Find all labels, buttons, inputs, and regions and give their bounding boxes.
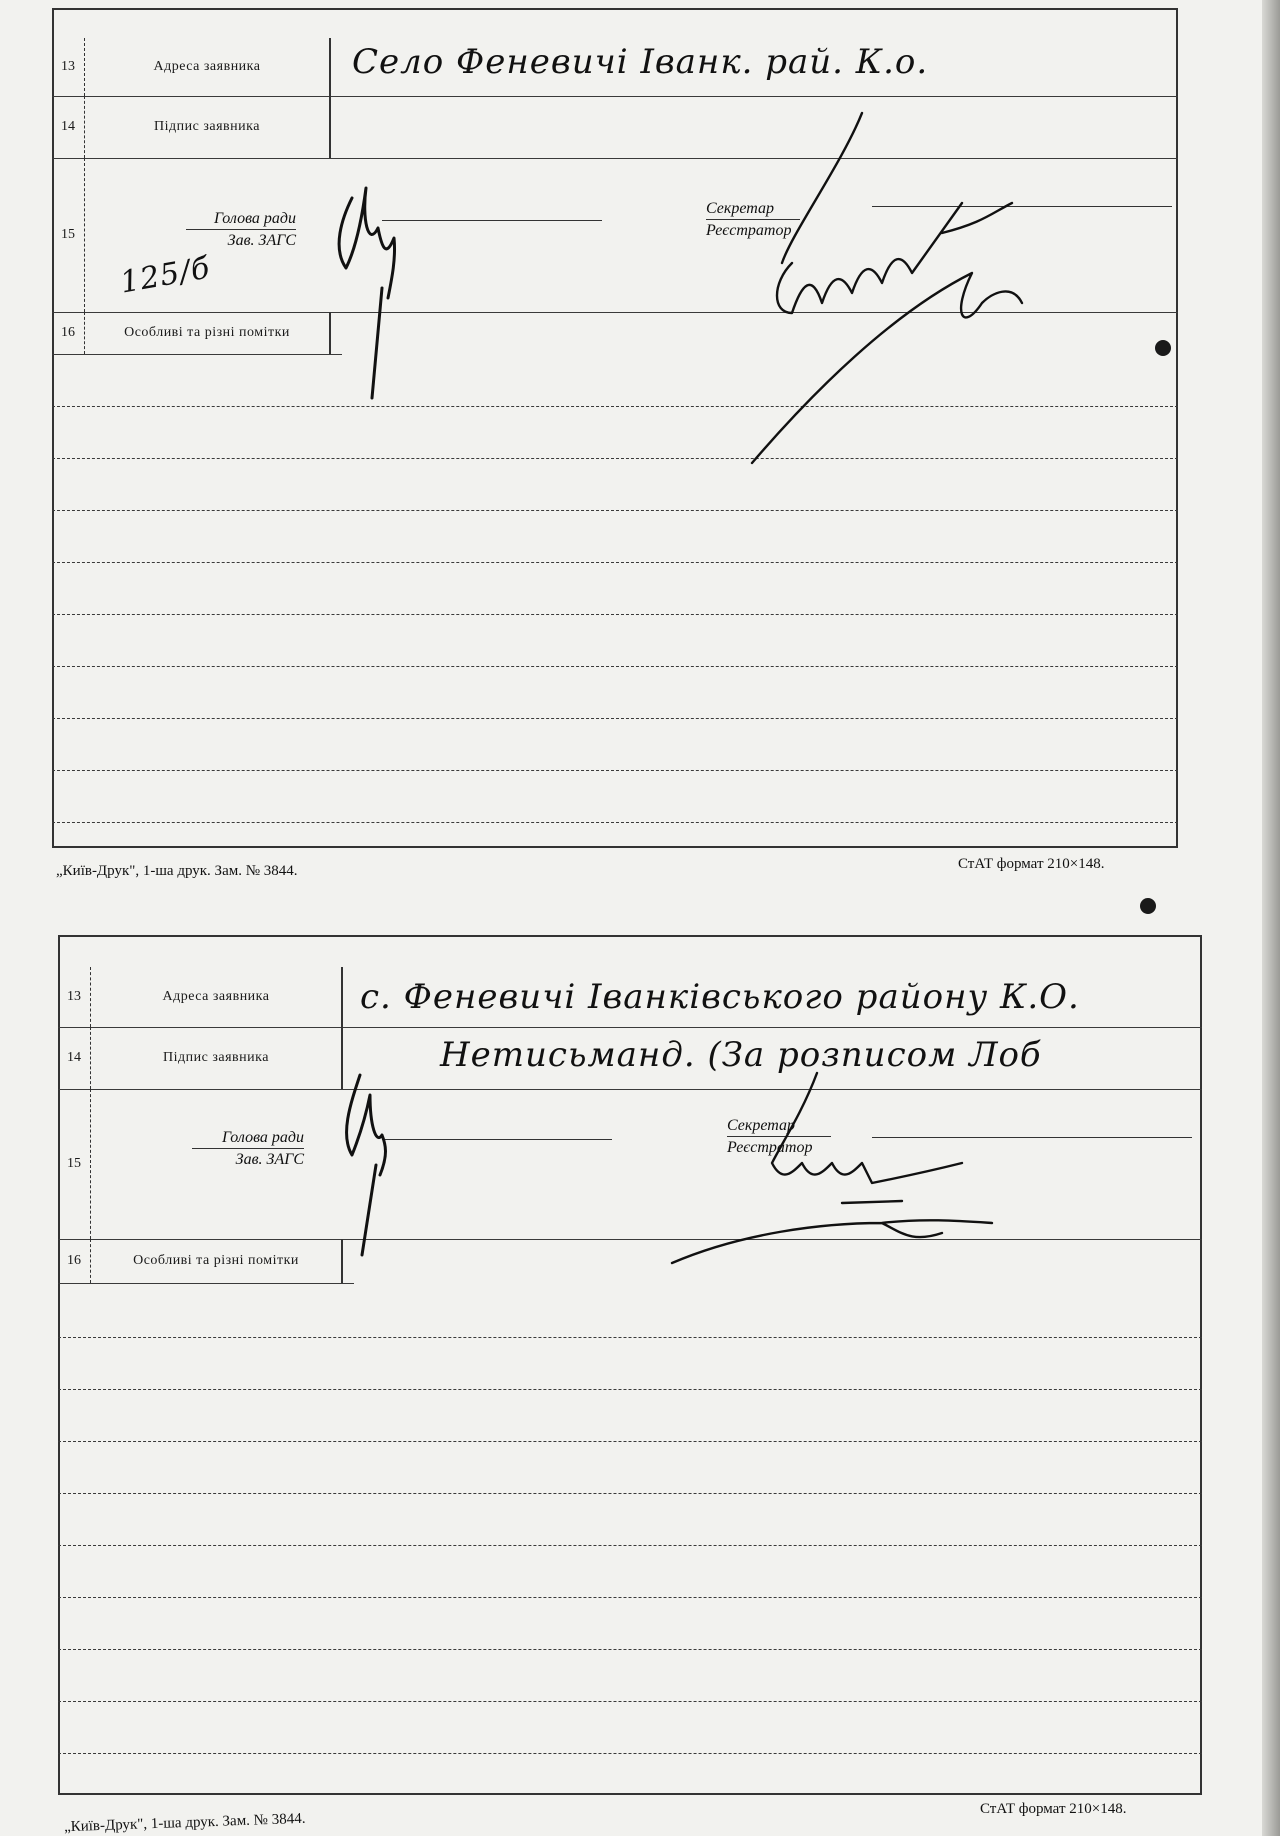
field-label-address: Адреса заявника xyxy=(85,38,331,96)
row-number: 15 xyxy=(58,1089,91,1239)
row-13 xyxy=(52,38,331,96)
field-label-applicant-signature: Підпис заявника xyxy=(85,96,331,158)
row-number: 15 xyxy=(52,158,85,312)
page-edge xyxy=(1262,0,1280,1836)
secretary-title-line-2: Реєстратор xyxy=(706,222,792,239)
printer-imprint: „Київ-Друк", 1-ша друк. Зам. № 3844. xyxy=(63,1810,306,1836)
head-title-line-1: Голова ради xyxy=(222,1129,304,1146)
row-number: 13 xyxy=(52,38,85,96)
secretary-signature-mark xyxy=(712,113,1092,473)
handwritten-address: с. Феневичі Іванківського району К.О. xyxy=(360,977,1080,1017)
head-title xyxy=(192,1127,304,1171)
field-label-applicant-signature: Підпис заявника xyxy=(91,1027,343,1089)
handwritten-margin-note: 125/б xyxy=(117,250,214,301)
row-number: 16 xyxy=(58,1239,91,1283)
handwritten-applicant-signature: Нетисьманд. (За розписом Лоб xyxy=(440,1035,1042,1075)
row-14 xyxy=(58,1027,343,1089)
row-number: 14 xyxy=(52,96,85,158)
secretary-signature-mark xyxy=(662,1073,1042,1263)
field-label-address: Адреса заявника xyxy=(91,967,343,1027)
field-label-special-notes: Особливі та різні помітки xyxy=(85,312,331,354)
row-number: 14 xyxy=(58,1027,91,1089)
row-number: 16 xyxy=(52,312,85,354)
format-note: СтАТ формат 210×148. xyxy=(980,1801,1127,1817)
head-signature-mark xyxy=(322,158,442,408)
row-16 xyxy=(58,1239,343,1283)
head-signature-mark xyxy=(320,1075,430,1255)
row-15 xyxy=(58,1089,91,1239)
row-16 xyxy=(52,312,331,354)
secretary-title-line-1: Секретар xyxy=(706,200,775,217)
row-13 xyxy=(58,967,343,1027)
head-title-line-2: Зав. ЗАГС xyxy=(227,232,296,249)
secretary-title-line-1: Секретар xyxy=(727,1117,796,1134)
row-15 xyxy=(52,158,85,312)
head-title xyxy=(186,208,296,252)
format-note: СтАТ формат 210×148. xyxy=(958,856,1105,872)
row-number: 13 xyxy=(58,967,91,1027)
handwritten-address: Село Феневичі Іванк. рай. К.о. xyxy=(352,42,929,82)
field-label-special-notes: Особливі та різні помітки xyxy=(91,1239,343,1283)
printer-imprint: „Київ-Друк", 1-ша друк. Зам. № 3844. xyxy=(56,863,298,879)
head-title-line-1: Голова ради xyxy=(214,210,296,227)
secretary-title-line-2: Реєстратор xyxy=(727,1139,813,1156)
row-14 xyxy=(52,96,331,158)
head-title-line-2: Зав. ЗАГС xyxy=(235,1151,304,1168)
